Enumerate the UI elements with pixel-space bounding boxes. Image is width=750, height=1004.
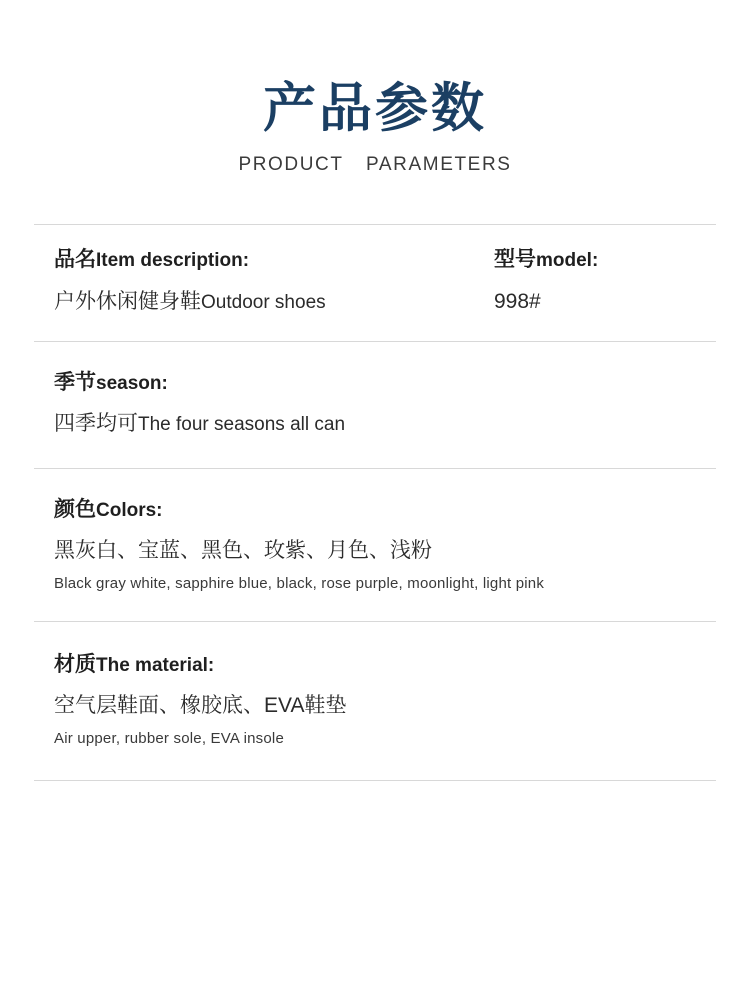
spec-label-item-en: Item description: [96, 250, 250, 272]
spec-value-item-en: Outdoor shoes [201, 291, 326, 313]
spec-label-item [54, 247, 494, 273]
page-title-en-word-2: PARAMETERS [366, 154, 512, 176]
spec-value-colors-cn: 黑灰白、宝蓝、黑色、玫紫、月色、浅粉 [54, 539, 432, 563]
spec-label-material-en: The material: [96, 655, 215, 677]
page-header [0, 0, 750, 176]
spec-label-colors [54, 497, 696, 523]
spec-value-season-en: The four seasons all can [138, 414, 346, 436]
spec-row-item-and-model [34, 225, 716, 342]
spec-label-season-cn: 季节 [54, 371, 96, 395]
spec-value-season [54, 410, 696, 438]
spec-label-season-en: season: [96, 373, 168, 395]
spec-label-item-cn: 品名 [54, 248, 96, 272]
spec-cell-item [54, 247, 494, 315]
spec-label-material [54, 652, 696, 678]
spec-value-model: 998# [494, 289, 541, 313]
spec-label-model [494, 247, 696, 273]
page-title-en [0, 154, 750, 176]
page-title-cn: 产品参数 [263, 79, 487, 138]
spec-value-item [54, 288, 494, 316]
page-title-en-word-1: PRODUCT [238, 154, 344, 176]
spec-label-model-cn: 型号 [494, 248, 536, 272]
spec-row-colors [34, 469, 716, 622]
spec-value-colors-en: Black gray white, sapphire blue, black, rose purple, moonlight, light pink [54, 574, 545, 592]
spec-label-colors-cn: 颜色 [54, 498, 96, 522]
spec-table [34, 224, 716, 781]
spec-label-season [54, 370, 696, 396]
spec-value-item-cn: 户外休闲健身鞋 [54, 289, 201, 313]
spec-label-colors-en: Colors: [96, 500, 163, 522]
spec-label-material-cn: 材质 [54, 653, 96, 677]
spec-value-material-cn: 空气层鞋面、橡胶底、EVA鞋垫 [54, 694, 347, 718]
spec-value-season-cn: 四季均可 [54, 412, 138, 436]
spec-cell-model [494, 247, 696, 315]
spec-row-material [34, 622, 716, 781]
spec-row-season [34, 342, 716, 469]
spec-value-material-en: Air upper, rubber sole, EVA insole [54, 729, 284, 747]
spec-label-model-en: model: [536, 250, 599, 272]
